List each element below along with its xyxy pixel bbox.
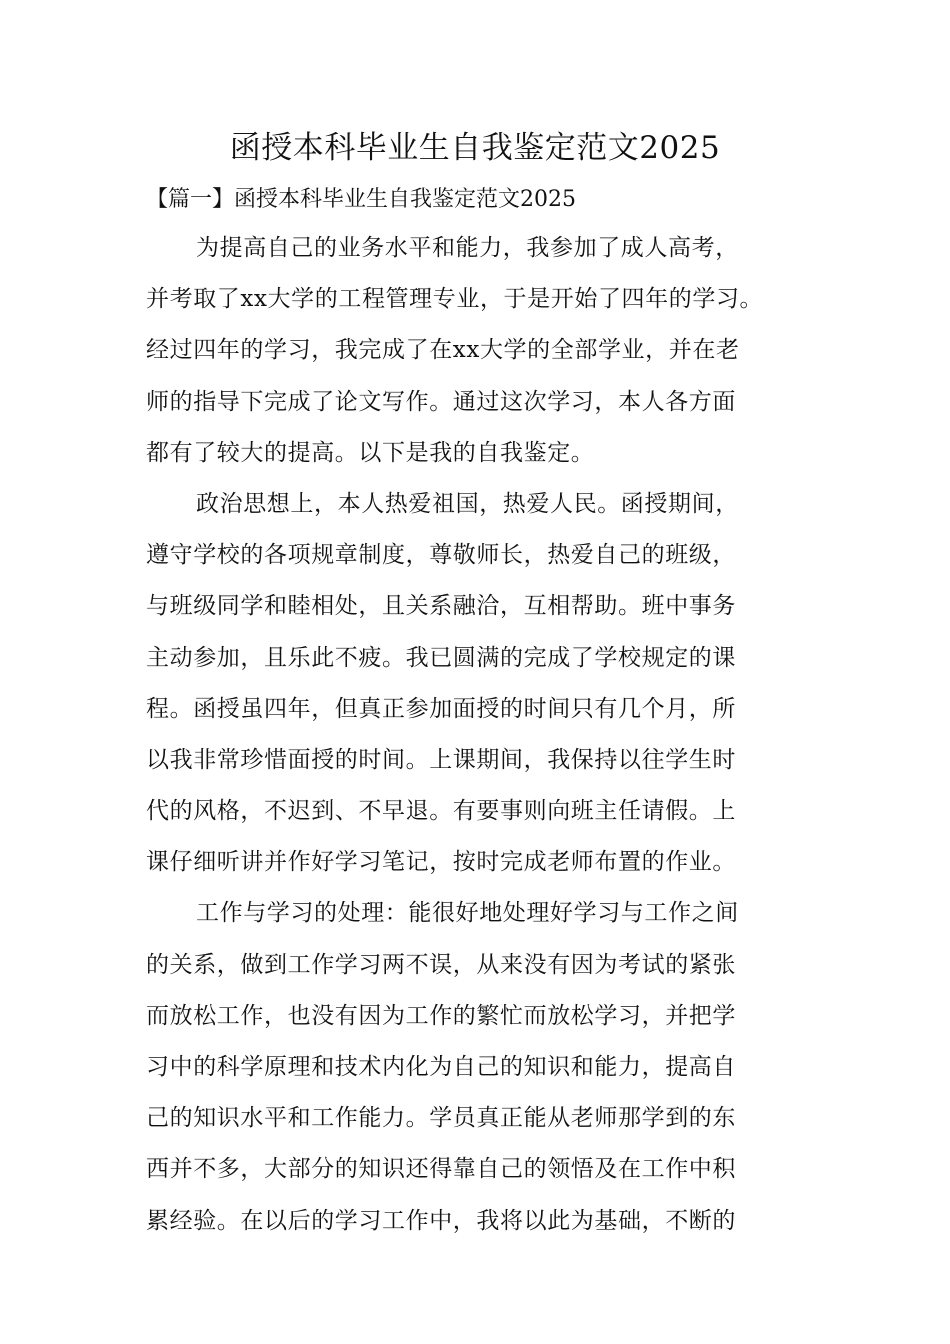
paragraph-line: 经过四年的学习，我完成了在xx大学的全部学业，并在老: [146, 337, 740, 364]
document-title: 函授本科毕业生自我鉴定范文2025: [229, 130, 721, 166]
paragraph-line: 以我非常珍惜面授的时间。上课期间，我保持以往学生时: [146, 746, 736, 773]
paragraph-line: 都有了较大的提高。以下是我的自我鉴定。: [146, 439, 595, 466]
paragraph-line: 课仔细听讲并作好学习笔记，按时完成老师布置的作业。: [146, 849, 736, 876]
paragraph-line: 的关系，做到工作学习两不误，从来没有因为考试的紧张: [146, 951, 736, 978]
paragraph-line: 遵守学校的各项规章制度，尊敬师长，热爱自己的班级，: [146, 542, 736, 569]
paragraph-line: 并考取了xx大学的工程管理专业，于是开始了四年的学习。: [146, 286, 764, 313]
paragraph-line: 而放松工作，也没有因为工作的繁忙而放松学习，并把学: [146, 1002, 736, 1029]
section-heading: 【篇一】函授本科毕业生自我鉴定范文2025: [146, 187, 576, 212]
paragraph-line: 政治思想上，本人热爱祖国，热爱人民。函授期间，: [196, 490, 739, 517]
paragraph-line: 与班级同学和睦相处，且关系融洽，互相帮助。班中事务: [146, 593, 736, 620]
paragraph-line: 累经验。在以后的学习工作中，我将以此为基础，不断的: [146, 1207, 736, 1234]
paragraph-line: 代的风格，不迟到、不早退。有要事则向班主任请假。上: [146, 798, 736, 825]
paragraph-line: 西并不多，大部分的知识还得靠自己的领悟及在工作中积: [146, 1156, 736, 1183]
document-body: [146, 223, 816, 1247]
paragraph-line: 为提高自己的业务水平和能力，我参加了成人高考，: [196, 235, 739, 261]
paragraph-line: 师的指导下完成了论文写作。通过这次学习，本人各方面: [146, 388, 736, 415]
paragraph-line: 主动参加，且乐此不疲。我已圆满的完成了学校规定的课: [146, 644, 736, 671]
paragraph-line: 程。函授虽四年，但真正参加面授的时间只有几个月，所: [146, 695, 736, 722]
paragraph-line: 习中的科学原理和技术内化为自己的知识和能力，提高自: [146, 1054, 736, 1080]
paragraph-line: 己的知识水平和工作能力。学员真正能从老师那学到的东: [146, 1105, 736, 1132]
paragraph-line: 工作与学习的处理：能很好地处理好学习与工作之间: [196, 900, 739, 927]
